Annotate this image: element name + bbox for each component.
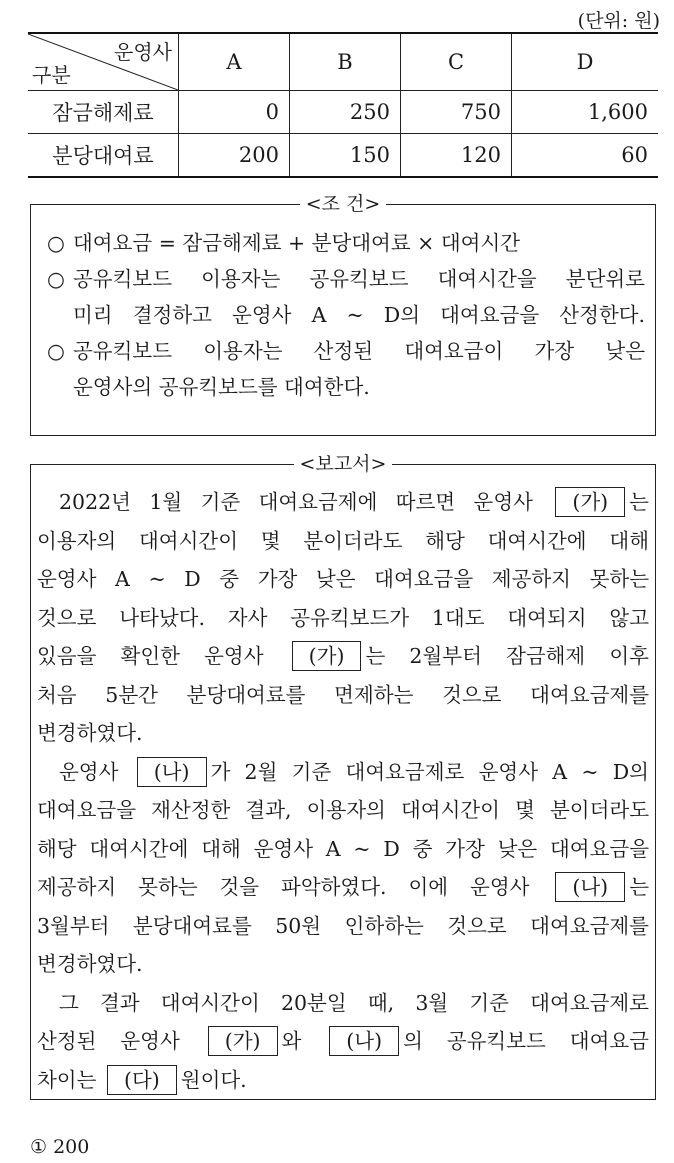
table-cell: 1,600 bbox=[512, 91, 659, 134]
condition-item-continued: 미리 결정하고 운영사 A ~ D의 대여요금을 산정한다. bbox=[73, 303, 645, 327]
conditions-title: <조 건> bbox=[31, 192, 655, 216]
condition-item: ○ 공유킥보드 이용자는 산정된 대여요금이 가장 낮은 bbox=[47, 333, 645, 369]
row-label-per-minute-fee: 분당대여료 bbox=[28, 134, 179, 178]
header-category-label: 구분 bbox=[32, 63, 71, 87]
blank-ga: (가) bbox=[555, 487, 625, 517]
table-cell: 120 bbox=[401, 134, 512, 178]
report-line: 3월부터 분당대여료를 50원 인하하는 것으로 대여요금제를 bbox=[37, 913, 649, 938]
report-line: 차이는 (다) 원이다. bbox=[37, 1061, 649, 1100]
circle-bullet-icon: ○ bbox=[47, 267, 65, 291]
table-cell: 200 bbox=[179, 134, 290, 178]
unit-note: (단위: 원) bbox=[577, 10, 660, 32]
report-line: 운영사 A ~ D 중 가장 낮은 대여요금을 제공하지 못하는 bbox=[37, 567, 649, 591]
report-line: 해당 대여시간에 대해 운영사 A ~ D 중 가장 낮은 대여요금을 bbox=[37, 836, 649, 861]
conditions-box bbox=[30, 193, 656, 436]
table-cell: 60 bbox=[512, 134, 659, 178]
circle-bullet-icon: ○ bbox=[47, 339, 65, 363]
header-company-label: 운영사 bbox=[114, 40, 172, 64]
blank-na: (나) bbox=[137, 757, 207, 787]
report-line: 처음 5분간 분당대여료를 면제하는 것으로 대여요금제를 bbox=[37, 682, 649, 707]
blank-ga: (가) bbox=[292, 641, 362, 671]
report-title: <보고서> bbox=[31, 452, 655, 476]
blank-da: (다) bbox=[107, 1065, 177, 1095]
condition-item: ○ 대여요금 = 잠금해제료 + 분당대여료 × 대여시간 bbox=[47, 225, 645, 261]
table-cell: 150 bbox=[290, 134, 401, 178]
company-header-a: A bbox=[179, 33, 290, 91]
report-line: 제공하지 못하는 것을 파악하였다. 이에 운영사 (나) 는 bbox=[37, 868, 649, 907]
diagonal-header-cell bbox=[28, 33, 179, 91]
table-cell: 250 bbox=[290, 91, 401, 134]
report-line: 변경하였다. bbox=[37, 952, 143, 976]
report-line: 있음을 확인한 운영사 (가) 는 2월부터 잠금해제 이후 bbox=[37, 637, 649, 676]
table-cell: 0 bbox=[179, 91, 290, 134]
answer-choice-1[interactable]: ① 200 bbox=[30, 1136, 90, 1158]
report-line: 변경하였다. bbox=[37, 721, 143, 745]
report-line: 것으로 나타났다. 자사 공유킥보드가 1대도 대여되지 않고 bbox=[37, 605, 650, 630]
report-box bbox=[30, 453, 656, 1100]
company-header-c: C bbox=[401, 33, 512, 91]
circle-bullet-icon: ○ bbox=[47, 231, 65, 255]
condition-item-continued: 운영사의 공유킥보드를 대여한다. bbox=[73, 375, 370, 399]
blank-ga: (가) bbox=[208, 1026, 278, 1056]
company-header-b: B bbox=[290, 33, 401, 91]
table-header-row bbox=[28, 33, 658, 91]
fee-table bbox=[28, 32, 658, 178]
report-line: 대여요금을 재산정한 결과, 이용자의 대여시간이 몇 분이더라도 bbox=[37, 798, 649, 822]
report-line: 운영사 (나) 가 2월 기준 대여요금제로 운영사 A ~ D의 bbox=[37, 753, 649, 792]
report-line: 산정된 운영사 (가) 와 (나) 의 공유킥보드 대여요금 bbox=[37, 1022, 649, 1061]
row-label-unlock-fee: 잠금해제료 bbox=[28, 91, 179, 134]
table-row bbox=[28, 91, 658, 134]
blank-na: (나) bbox=[329, 1026, 399, 1056]
report-line: 이용자의 대여시간이 몇 분이더라도 해당 대여시간에 대해 bbox=[37, 528, 649, 553]
company-header-d: D bbox=[512, 33, 659, 91]
table-row bbox=[28, 134, 658, 178]
condition-item: ○ 공유킥보드 이용자는 공유킥보드 대여시간을 분단위로 bbox=[47, 261, 645, 297]
report-line: 그 결과 대여시간이 20분일 때, 3월 기준 대여요금제로 bbox=[59, 990, 649, 1015]
table-cell: 750 bbox=[401, 91, 512, 134]
report-line: 2022년 1월 기준 대여요금제에 따르면 운영사 (가) 는 bbox=[37, 483, 649, 522]
blank-na: (나) bbox=[555, 872, 625, 902]
